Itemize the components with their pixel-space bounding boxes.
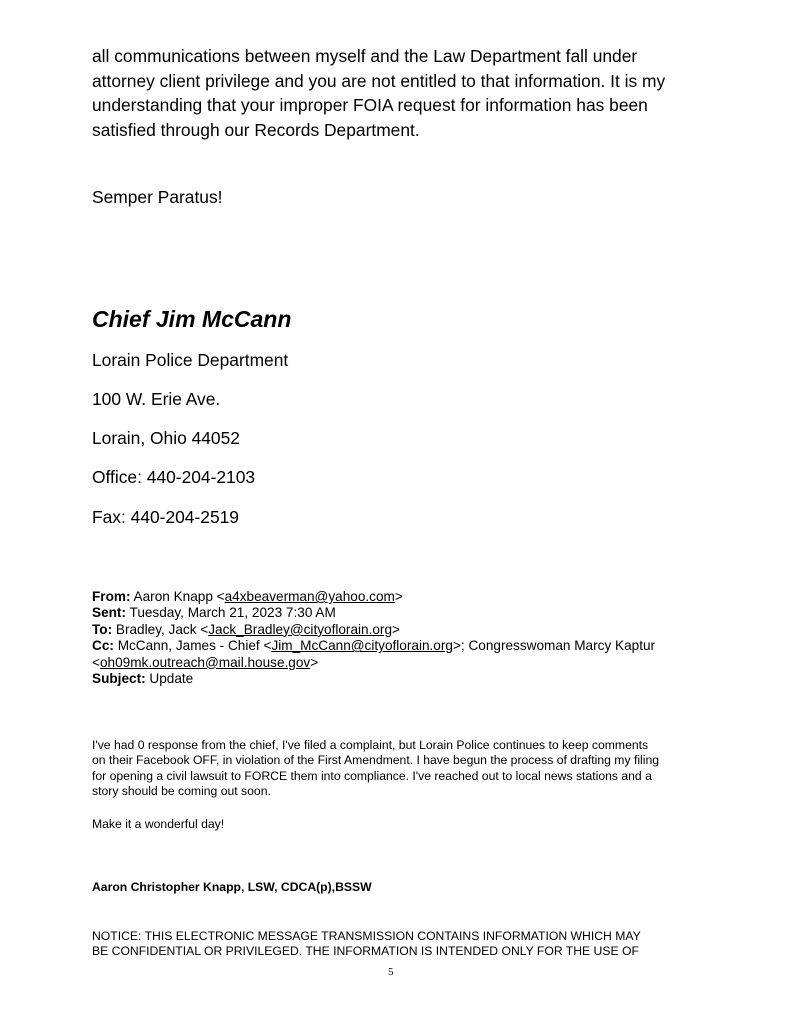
- notice-line: NOTICE: THIS ELECTRONIC MESSAGE TRANSMISSION CONTAINS INFORMATION WHICH MAY: [92, 929, 641, 943]
- subject-value: Update: [149, 671, 194, 687]
- email-cc-row-continued: [92, 655, 732, 671]
- signature-city: Lorain, Ohio 44052: [92, 428, 240, 448]
- to-close: >: [392, 621, 400, 637]
- email-from-row: [92, 589, 732, 605]
- cc-label: Cc:: [92, 638, 114, 654]
- body-line: I've had 0 response from the chief, I've filed a complaint, but Lorain Police continues to keep comments: [92, 738, 649, 752]
- to-email-link[interactable]: Jack_Bradley@cityoflorain.org: [208, 621, 393, 637]
- subject-label: Subject:: [92, 671, 146, 687]
- email-body: [92, 738, 732, 800]
- from-close: >: [394, 589, 403, 604]
- notice-line: BE CONFIDENTIAL OR PRIVILEGED. THE INFORMATION IS INTENDED ONLY FOR THE USE OF: [92, 944, 639, 959]
- sent-label: Sent:: [92, 605, 126, 621]
- body-line: story should be coming out soon.: [92, 784, 271, 799]
- cc-name: McCann, James - Chief <: [117, 638, 272, 654]
- signature-street: 100 W. Erie Ave.: [92, 389, 221, 409]
- paragraph-line: attorney client privilege and you are not entitled to that information. It is my: [92, 70, 666, 91]
- letter-paragraph: [92, 44, 732, 142]
- from-label: From:: [92, 589, 131, 604]
- paragraph-line: satisfied through our Records Department.: [92, 119, 420, 140]
- signature-name: Chief Jim McCann: [92, 306, 292, 332]
- signature-fax: Fax: 440-204-2519: [92, 507, 239, 527]
- email-sign-off: Make it a wonderful day!: [92, 817, 225, 831]
- cc2-close: >: [310, 654, 319, 670]
- body-line: on their Facebook OFF, in violation of the First Amendment. I have begun the process of drafting my filing: [92, 753, 660, 768]
- confidentiality-notice: [92, 929, 732, 960]
- email-sent-row: [92, 605, 732, 621]
- email-to-row: [92, 622, 732, 638]
- cc-rest: >; Congresswoman Marcy Kaptur: [452, 638, 656, 654]
- from-name: Aaron Knapp <: [133, 589, 225, 604]
- signature-department: Lorain Police Department: [92, 350, 289, 370]
- paragraph-line: all communications between myself and the Law Department fall under: [92, 46, 638, 66]
- from-email-link[interactable]: a4xbeaverman@yahoo.com: [224, 589, 395, 604]
- paragraph-line: understanding that your improper FOIA request for information has been: [92, 95, 648, 115]
- to-name: Bradley, Jack <: [115, 621, 209, 637]
- cc-email-link[interactable]: Jim_McCann@cityoflorain.org: [271, 638, 453, 654]
- cc-email-link-2[interactable]: oh09mk.outreach@mail.house.gov: [99, 654, 311, 670]
- sent-value: Tuesday, March 21, 2023 7:30 AM: [129, 605, 336, 621]
- signature-office-phone: Office: 440-204-2103: [92, 467, 256, 487]
- letter-closing: Semper Paratus!: [92, 187, 223, 207]
- email-cc-row: [92, 638, 732, 654]
- page-number: 5: [388, 966, 394, 978]
- body-line: for opening a civil lawsuit to FORCE them into compliance. I've reached out to local news stations and a: [92, 768, 652, 783]
- email-subject-row: [92, 671, 732, 687]
- to-label: To:: [92, 621, 113, 637]
- cc2-open: <: [92, 654, 100, 670]
- sender-signature: Aaron Christopher Knapp, LSW, CDCA(p),BSSW: [92, 880, 372, 894]
- email-header: [92, 589, 732, 687]
